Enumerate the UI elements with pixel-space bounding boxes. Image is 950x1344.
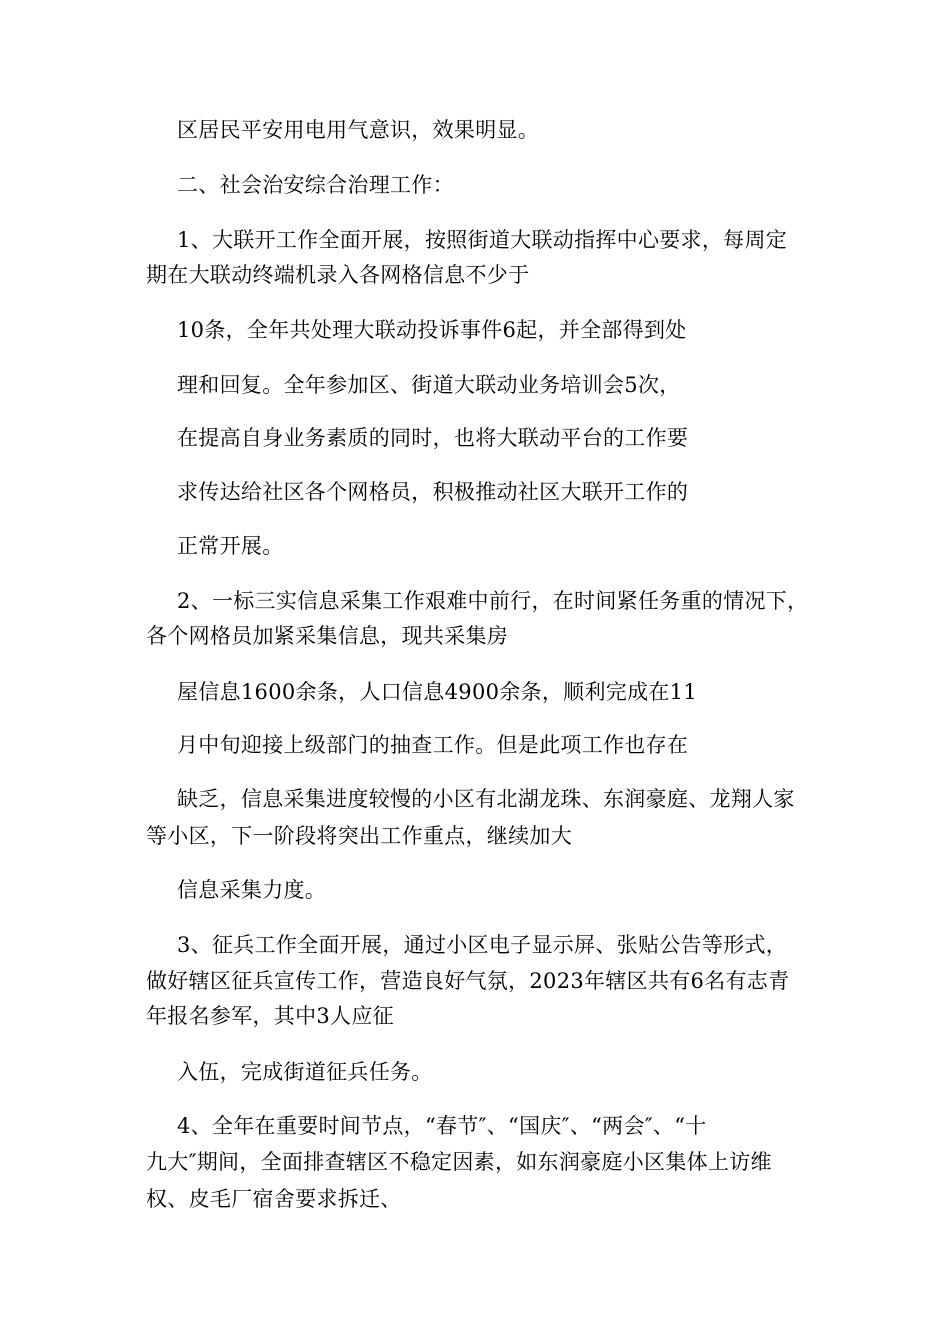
text-line: 10条，全年共处理大联动投诉事件6起，并全部得到处 xyxy=(177,318,687,342)
text-line: 屋信息1600余条，人口信息4900余条，顺利完成在11 xyxy=(177,680,698,704)
text-line: 3、征兵工作全面开展，通过小区电子显示屏、张贴公告等形式， xyxy=(177,933,788,957)
text-line: 权、皮毛厂宿舍要求拆迁、 xyxy=(146,1187,402,1211)
text-line: 信息采集力度。 xyxy=(177,878,327,902)
section-heading: 二、社会治安综合治理工作： xyxy=(177,173,454,197)
text-line: 缺乏，信息采集进度较慢的小区有北湖龙珠、东润豪庭、龙翔人家 xyxy=(177,787,795,811)
text-line: 月中旬迎接上级部门的抽查工作。但是此项工作也存在 xyxy=(177,733,689,757)
text-line: 各个网格员加紧采集信息，现共采集房 xyxy=(146,624,509,648)
text-line: 2、一标三实信息采集工作艰难中前行，在时间紧任务重的情况下， xyxy=(177,589,809,613)
text-line: 期在大联动终端机录入各网格信息不少于 xyxy=(146,263,530,287)
text-line: 在提高自身业务素质的同时，也将大联动平台的工作要 xyxy=(177,426,689,450)
text-line: 九大″期间，全面排查辖区不稳定因素，如东润豪庭小区集体上访维 xyxy=(146,1150,772,1174)
text-line: 4、全年在重要时间节点，“春节″、“国庆″、“两会″、“十 xyxy=(177,1114,707,1138)
text-line: 做好辖区征兵宣传工作，营造良好气氛，2023年辖区共有6名有志青 xyxy=(146,969,790,993)
text-line: 理和回复。全年参加区、街道大联动业务培训会5次， xyxy=(177,373,681,397)
text-line: 年报名参军，其中3人应征 xyxy=(146,1004,394,1028)
text-line: 正常开展。 xyxy=(177,534,284,558)
text-line: 区居民平安用电用气意识，效果明显。 xyxy=(177,118,540,142)
text-line: 等小区，下一阶段将突出工作重点，继续加大 xyxy=(146,824,572,848)
text-line: 入伍，完成街道征兵任务。 xyxy=(177,1060,433,1084)
text-line: 求传达给社区各个网格员，积极推动社区大联开工作的 xyxy=(177,480,689,504)
text-line: 1、大联开工作全面开展，按照街道大联动指挥中心要求，每周定 xyxy=(177,228,788,252)
